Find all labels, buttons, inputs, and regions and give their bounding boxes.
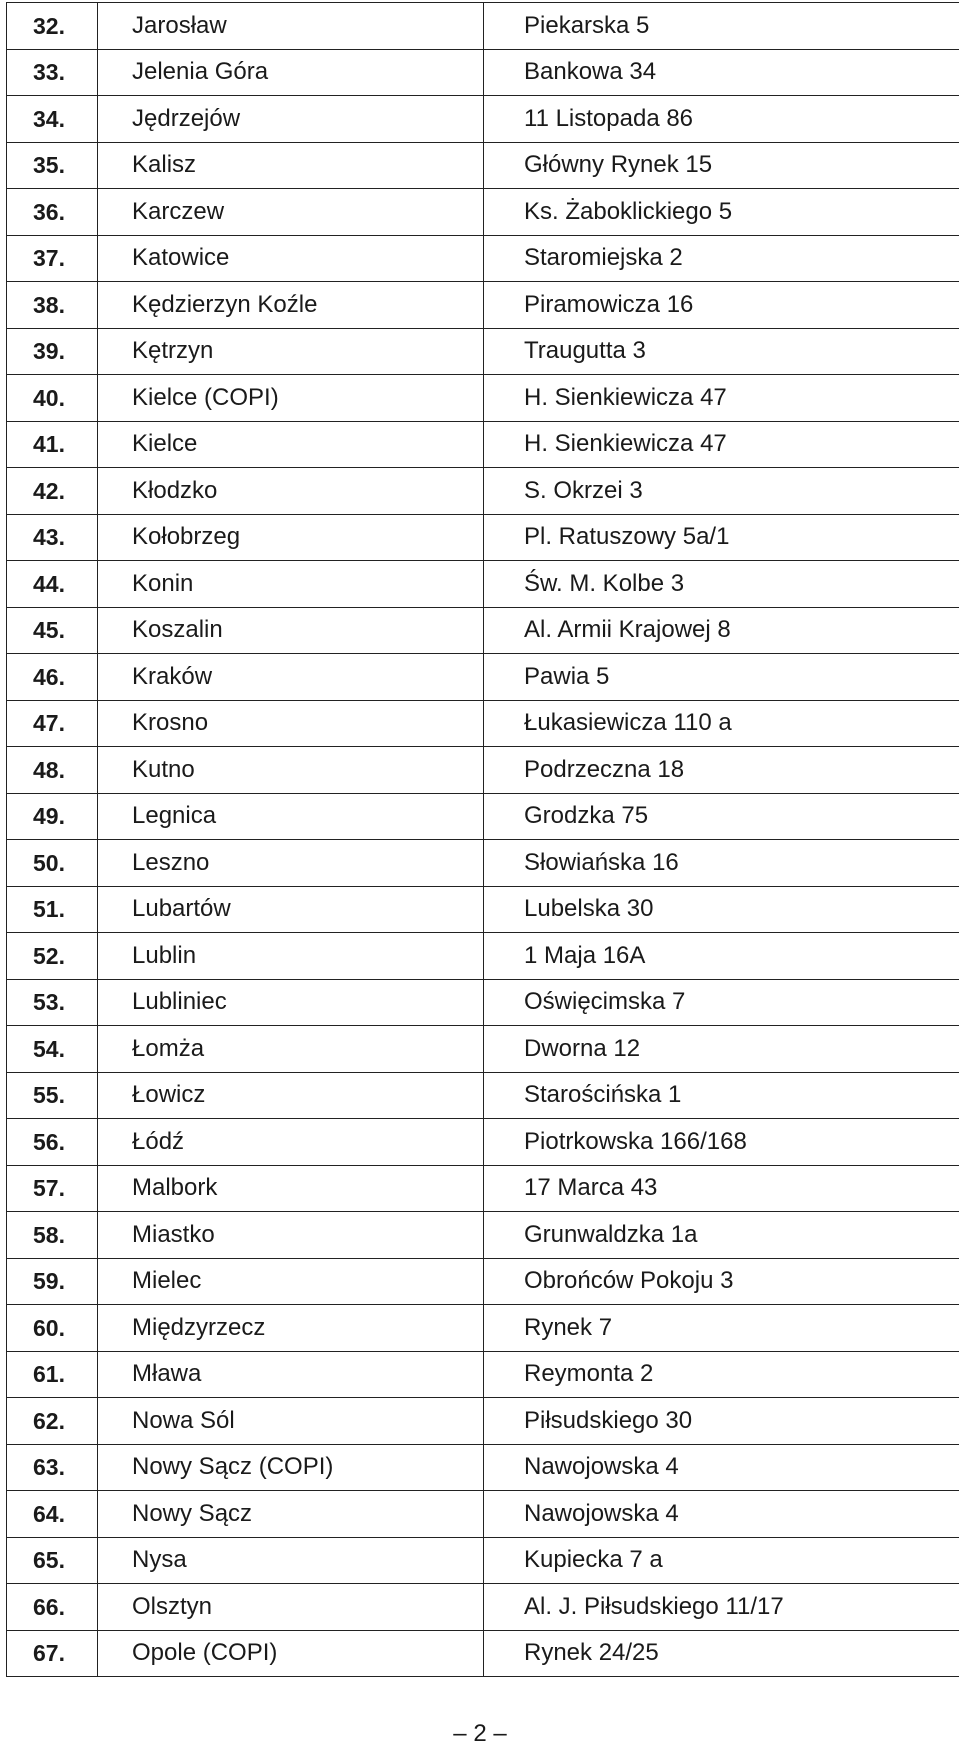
- row-number-cell: 54.: [7, 1026, 98, 1073]
- row-number-cell: 37.: [7, 235, 98, 282]
- row-number-cell: 48.: [7, 747, 98, 794]
- city-cell: Łowicz: [98, 1072, 484, 1119]
- table-row: [7, 793, 959, 840]
- city-cell: Kędzierzyn Koźle: [98, 282, 484, 329]
- address-cell: 11 Listopada 86: [484, 96, 959, 143]
- row-number-cell: 59.: [7, 1258, 98, 1305]
- table-row: [7, 886, 959, 933]
- city-cell: Malbork: [98, 1165, 484, 1212]
- table-row: [7, 1351, 959, 1398]
- address-cell: Pl. Ratuszowy 5a/1: [484, 514, 959, 561]
- city-cell: Legnica: [98, 793, 484, 840]
- table-row: [7, 1119, 959, 1166]
- city-cell: Kutno: [98, 747, 484, 794]
- table-row: [7, 49, 959, 96]
- table-row: [7, 1444, 959, 1491]
- table-row: [7, 747, 959, 794]
- table-row: [7, 1398, 959, 1445]
- city-cell: Opole (COPI): [98, 1630, 484, 1677]
- row-number-cell: 35.: [7, 142, 98, 189]
- table-row: [7, 1305, 959, 1352]
- city-cell: Lubartów: [98, 886, 484, 933]
- address-cell: Rynek 7: [484, 1305, 959, 1352]
- row-number-cell: 67.: [7, 1630, 98, 1677]
- table-row: [7, 1026, 959, 1073]
- address-cell: Al. J. Piłsudskiego 11/17: [484, 1584, 959, 1631]
- city-cell: Łomża: [98, 1026, 484, 1073]
- table-row: [7, 282, 959, 329]
- city-cell: Mława: [98, 1351, 484, 1398]
- address-cell: Lubelska 30: [484, 886, 959, 933]
- address-cell: Reymonta 2: [484, 1351, 959, 1398]
- city-cell: Krosno: [98, 700, 484, 747]
- city-cell: Nowa Sól: [98, 1398, 484, 1445]
- row-number-cell: 51.: [7, 886, 98, 933]
- address-cell: Łukasiewicza 110 a: [484, 700, 959, 747]
- address-cell: 17 Marca 43: [484, 1165, 959, 1212]
- row-number-cell: 34.: [7, 96, 98, 143]
- row-number-cell: 53.: [7, 979, 98, 1026]
- city-cell: Jelenia Góra: [98, 49, 484, 96]
- address-cell: Słowiańska 16: [484, 840, 959, 887]
- row-number-cell: 57.: [7, 1165, 98, 1212]
- table-row: [7, 1537, 959, 1584]
- row-number-cell: 38.: [7, 282, 98, 329]
- table-row: [7, 933, 959, 980]
- table-row: [7, 1491, 959, 1538]
- row-number-cell: 47.: [7, 700, 98, 747]
- city-cell: Olsztyn: [98, 1584, 484, 1631]
- row-number-cell: 50.: [7, 840, 98, 887]
- address-cell: Piłsudskiego 30: [484, 1398, 959, 1445]
- row-number-cell: 55.: [7, 1072, 98, 1119]
- address-cell: Nawojowska 4: [484, 1444, 959, 1491]
- table-row: [7, 1258, 959, 1305]
- city-cell: Nysa: [98, 1537, 484, 1584]
- table-row: [7, 1212, 959, 1259]
- table-row: [7, 700, 959, 747]
- row-number-cell: 52.: [7, 933, 98, 980]
- address-cell: Pawia 5: [484, 654, 959, 701]
- city-cell: Konin: [98, 561, 484, 608]
- table-row: [7, 607, 959, 654]
- table-row: [7, 1630, 959, 1677]
- city-cell: Nowy Sącz (COPI): [98, 1444, 484, 1491]
- table-row: [7, 979, 959, 1026]
- address-cell: H. Sienkiewicza 47: [484, 421, 959, 468]
- city-cell: Jarosław: [98, 3, 484, 50]
- row-number-cell: 56.: [7, 1119, 98, 1166]
- table-row: [7, 654, 959, 701]
- address-cell: Oświęcimska 7: [484, 979, 959, 1026]
- address-cell: Ks. Żaboklickiego 5: [484, 189, 959, 236]
- table-row: [7, 561, 959, 608]
- table-row: [7, 142, 959, 189]
- table-row: [7, 96, 959, 143]
- table-row: [7, 468, 959, 515]
- table-row: [7, 375, 959, 422]
- table-row: [7, 235, 959, 282]
- table-row: [7, 514, 959, 561]
- address-cell: Główny Rynek 15: [484, 142, 959, 189]
- row-number-cell: 39.: [7, 328, 98, 375]
- table-row: [7, 1072, 959, 1119]
- table-row: [7, 189, 959, 236]
- city-cell: Kętrzyn: [98, 328, 484, 375]
- address-cell: Piramowicza 16: [484, 282, 959, 329]
- address-cell: Obrońców Pokoju 3: [484, 1258, 959, 1305]
- row-number-cell: 65.: [7, 1537, 98, 1584]
- row-number-cell: 58.: [7, 1212, 98, 1259]
- address-cell: Podrzeczna 18: [484, 747, 959, 794]
- city-cell: Mielec: [98, 1258, 484, 1305]
- city-cell: Międzyrzecz: [98, 1305, 484, 1352]
- row-number-cell: 41.: [7, 421, 98, 468]
- row-number-cell: 49.: [7, 793, 98, 840]
- address-cell: Piotrkowska 166/168: [484, 1119, 959, 1166]
- table-row: [7, 328, 959, 375]
- city-cell: Katowice: [98, 235, 484, 282]
- address-cell: Św. M. Kolbe 3: [484, 561, 959, 608]
- city-cell: Leszno: [98, 840, 484, 887]
- table-row: [7, 1165, 959, 1212]
- table-row: [7, 840, 959, 887]
- address-cell: Nawojowska 4: [484, 1491, 959, 1538]
- city-cell: Koszalin: [98, 607, 484, 654]
- address-cell: Grunwaldzka 1a: [484, 1212, 959, 1259]
- row-number-cell: 64.: [7, 1491, 98, 1538]
- city-cell: Kalisz: [98, 142, 484, 189]
- row-number-cell: 62.: [7, 1398, 98, 1445]
- city-cell: Jędrzejów: [98, 96, 484, 143]
- row-number-cell: 43.: [7, 514, 98, 561]
- address-cell: Starościńska 1: [484, 1072, 959, 1119]
- address-cell: S. Okrzei 3: [484, 468, 959, 515]
- row-number-cell: 60.: [7, 1305, 98, 1352]
- page-number: – 2 –: [453, 1720, 507, 1747]
- city-cell: Lublin: [98, 933, 484, 980]
- row-number-cell: 61.: [7, 1351, 98, 1398]
- table-row: [7, 421, 959, 468]
- city-cell: Kielce (COPI): [98, 375, 484, 422]
- city-cell: Kielce: [98, 421, 484, 468]
- table-row: [7, 3, 959, 50]
- address-cell: 1 Maja 16A: [484, 933, 959, 980]
- row-number-cell: 63.: [7, 1444, 98, 1491]
- row-number-cell: 32.: [7, 3, 98, 50]
- address-cell: Rynek 24/25: [484, 1630, 959, 1677]
- address-cell: H. Sienkiewicza 47: [484, 375, 959, 422]
- city-cell: Kraków: [98, 654, 484, 701]
- table-row: [7, 1584, 959, 1631]
- row-number-cell: 42.: [7, 468, 98, 515]
- city-cell: Kłodzko: [98, 468, 484, 515]
- row-number-cell: 66.: [7, 1584, 98, 1631]
- address-cell: Bankowa 34: [484, 49, 959, 96]
- row-number-cell: 44.: [7, 561, 98, 608]
- city-cell: Nowy Sącz: [98, 1491, 484, 1538]
- address-cell: Kupiecka 7 a: [484, 1537, 959, 1584]
- address-cell: Grodzka 75: [484, 793, 959, 840]
- address-cell: Al. Armii Krajowej 8: [484, 607, 959, 654]
- city-cell: Kołobrzeg: [98, 514, 484, 561]
- row-number-cell: 33.: [7, 49, 98, 96]
- row-number-cell: 45.: [7, 607, 98, 654]
- city-cell: Lubliniec: [98, 979, 484, 1026]
- locations-table-body: [7, 3, 959, 1677]
- address-cell: Staromiejska 2: [484, 235, 959, 282]
- city-cell: Miastko: [98, 1212, 484, 1259]
- row-number-cell: 36.: [7, 189, 98, 236]
- address-cell: Dworna 12: [484, 1026, 959, 1073]
- address-cell: Piekarska 5: [484, 3, 959, 50]
- city-cell: Karczew: [98, 189, 484, 236]
- row-number-cell: 46.: [7, 654, 98, 701]
- locations-table: [6, 2, 959, 1677]
- city-cell: Łódź: [98, 1119, 484, 1166]
- address-cell: Traugutta 3: [484, 328, 959, 375]
- row-number-cell: 40.: [7, 375, 98, 422]
